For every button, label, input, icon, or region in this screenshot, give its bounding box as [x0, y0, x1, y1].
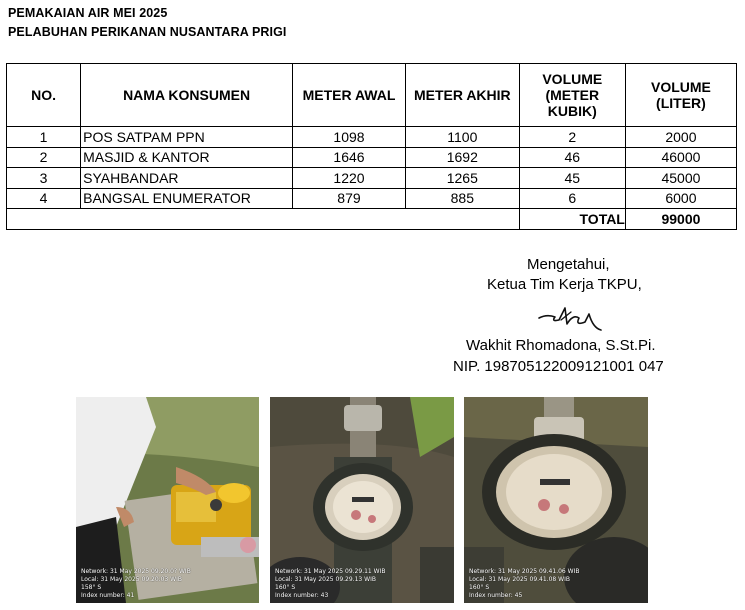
meter-photo-1 — [76, 397, 259, 603]
photo-network-time: Network: 31 May 2025 09.20.0? WIB — [81, 568, 191, 575]
col-header-volume-l-line: (LITER) — [656, 95, 706, 111]
col-header-volume-l-line: VOLUME — [650, 79, 711, 95]
photo-local-time: Local: 31 May 2025 09.41.08 WIB — [469, 576, 570, 583]
cell-start: 1646 — [293, 147, 406, 168]
col-header-volume-liter — [625, 64, 736, 127]
col-header-start: METER AWAL — [293, 64, 406, 127]
table-row — [7, 147, 737, 168]
col-header-volume-m3 — [519, 64, 625, 127]
meter-photo-2 — [270, 397, 454, 603]
cell-start: 1098 — [293, 127, 406, 148]
table-header-row — [7, 64, 737, 127]
cell-m3: 6 — [519, 188, 625, 209]
photo-network-time: Network: 31 May 2025 09.29.11 WIB — [275, 568, 386, 575]
photo-index: Index number: 45 — [469, 592, 523, 599]
photo-index: Index number: 43 — [275, 592, 329, 599]
cell-m3: 2 — [519, 127, 625, 148]
cell-start: 1220 — [293, 168, 406, 189]
photo-local-time: Local: 31 May 2025 09.29.13 WIB — [275, 576, 376, 583]
total-row — [7, 209, 737, 230]
cell-no: 1 — [7, 127, 81, 148]
approval-heading: Mengetahui, — [527, 256, 610, 273]
table-row — [7, 168, 737, 189]
cell-no: 4 — [7, 188, 81, 209]
col-header-volume-m3-line: VOLUME — [542, 71, 603, 87]
cell-liter: 2000 — [625, 127, 736, 148]
photo-heading: 160° S — [275, 584, 296, 591]
cell-end: 1100 — [405, 127, 519, 148]
total-value: 99000 — [625, 209, 736, 230]
photo-1-timestamp — [81, 568, 191, 600]
meter-photo-3 — [464, 397, 648, 603]
cell-end: 885 — [405, 188, 519, 209]
approver-position: Ketua Tim Kerja TKPU, — [487, 276, 642, 293]
photo-network-time: Network: 31 May 2025 09.41.06 WIB — [469, 568, 580, 575]
table-row — [7, 127, 737, 148]
photo-heading: 158° S — [81, 584, 102, 591]
col-header-name: NAMA KONSUMEN — [81, 64, 293, 127]
approver-name: Wakhit Rhomadona, S.St.Pi. — [466, 337, 656, 354]
photo-3-timestamp — [469, 568, 579, 600]
photo-heading: 160° S — [469, 584, 490, 591]
cell-m3: 45 — [519, 168, 625, 189]
cell-m3: 46 — [519, 147, 625, 168]
photo-local-time: Local: 31 May 2025 09.20.03 WIB — [81, 576, 182, 583]
water-usage-table — [6, 63, 737, 230]
photo-2-timestamp — [275, 568, 385, 600]
col-header-no: NO. — [7, 64, 81, 127]
cell-start: 879 — [293, 188, 406, 209]
cell-liter: 6000 — [625, 188, 736, 209]
table-row — [7, 188, 737, 209]
report-subtitle: PELABUHAN PERIKANAN NUSANTARA PRIGI — [8, 25, 287, 39]
cell-liter: 46000 — [625, 147, 736, 168]
cell-name: POS SATPAM PPN — [81, 127, 293, 148]
col-header-volume-m3-line: (METER — [545, 87, 600, 103]
cell-end: 1265 — [405, 168, 519, 189]
cell-no: 2 — [7, 147, 81, 168]
col-header-end: METER AKHIR — [405, 64, 519, 127]
cell-name: MASJID & KANTOR — [81, 147, 293, 168]
total-spacer — [7, 209, 520, 230]
cell-no: 3 — [7, 168, 81, 189]
total-label: TOTAL — [519, 209, 625, 230]
cell-name: BANGSAL ENUMERATOR — [81, 188, 293, 209]
cell-name: SYAHBANDAR — [81, 168, 293, 189]
handwritten-signature — [535, 300, 605, 334]
report-title: PEMAKAIAN AIR MEI 2025 — [8, 6, 168, 20]
cell-end: 1692 — [405, 147, 519, 168]
photo-index: Index number: 41 — [81, 592, 135, 599]
approver-nip: NIP. 198705122009121001 047 — [453, 358, 664, 375]
cell-liter: 45000 — [625, 168, 736, 189]
col-header-volume-m3-line: KUBIK) — [547, 103, 597, 119]
